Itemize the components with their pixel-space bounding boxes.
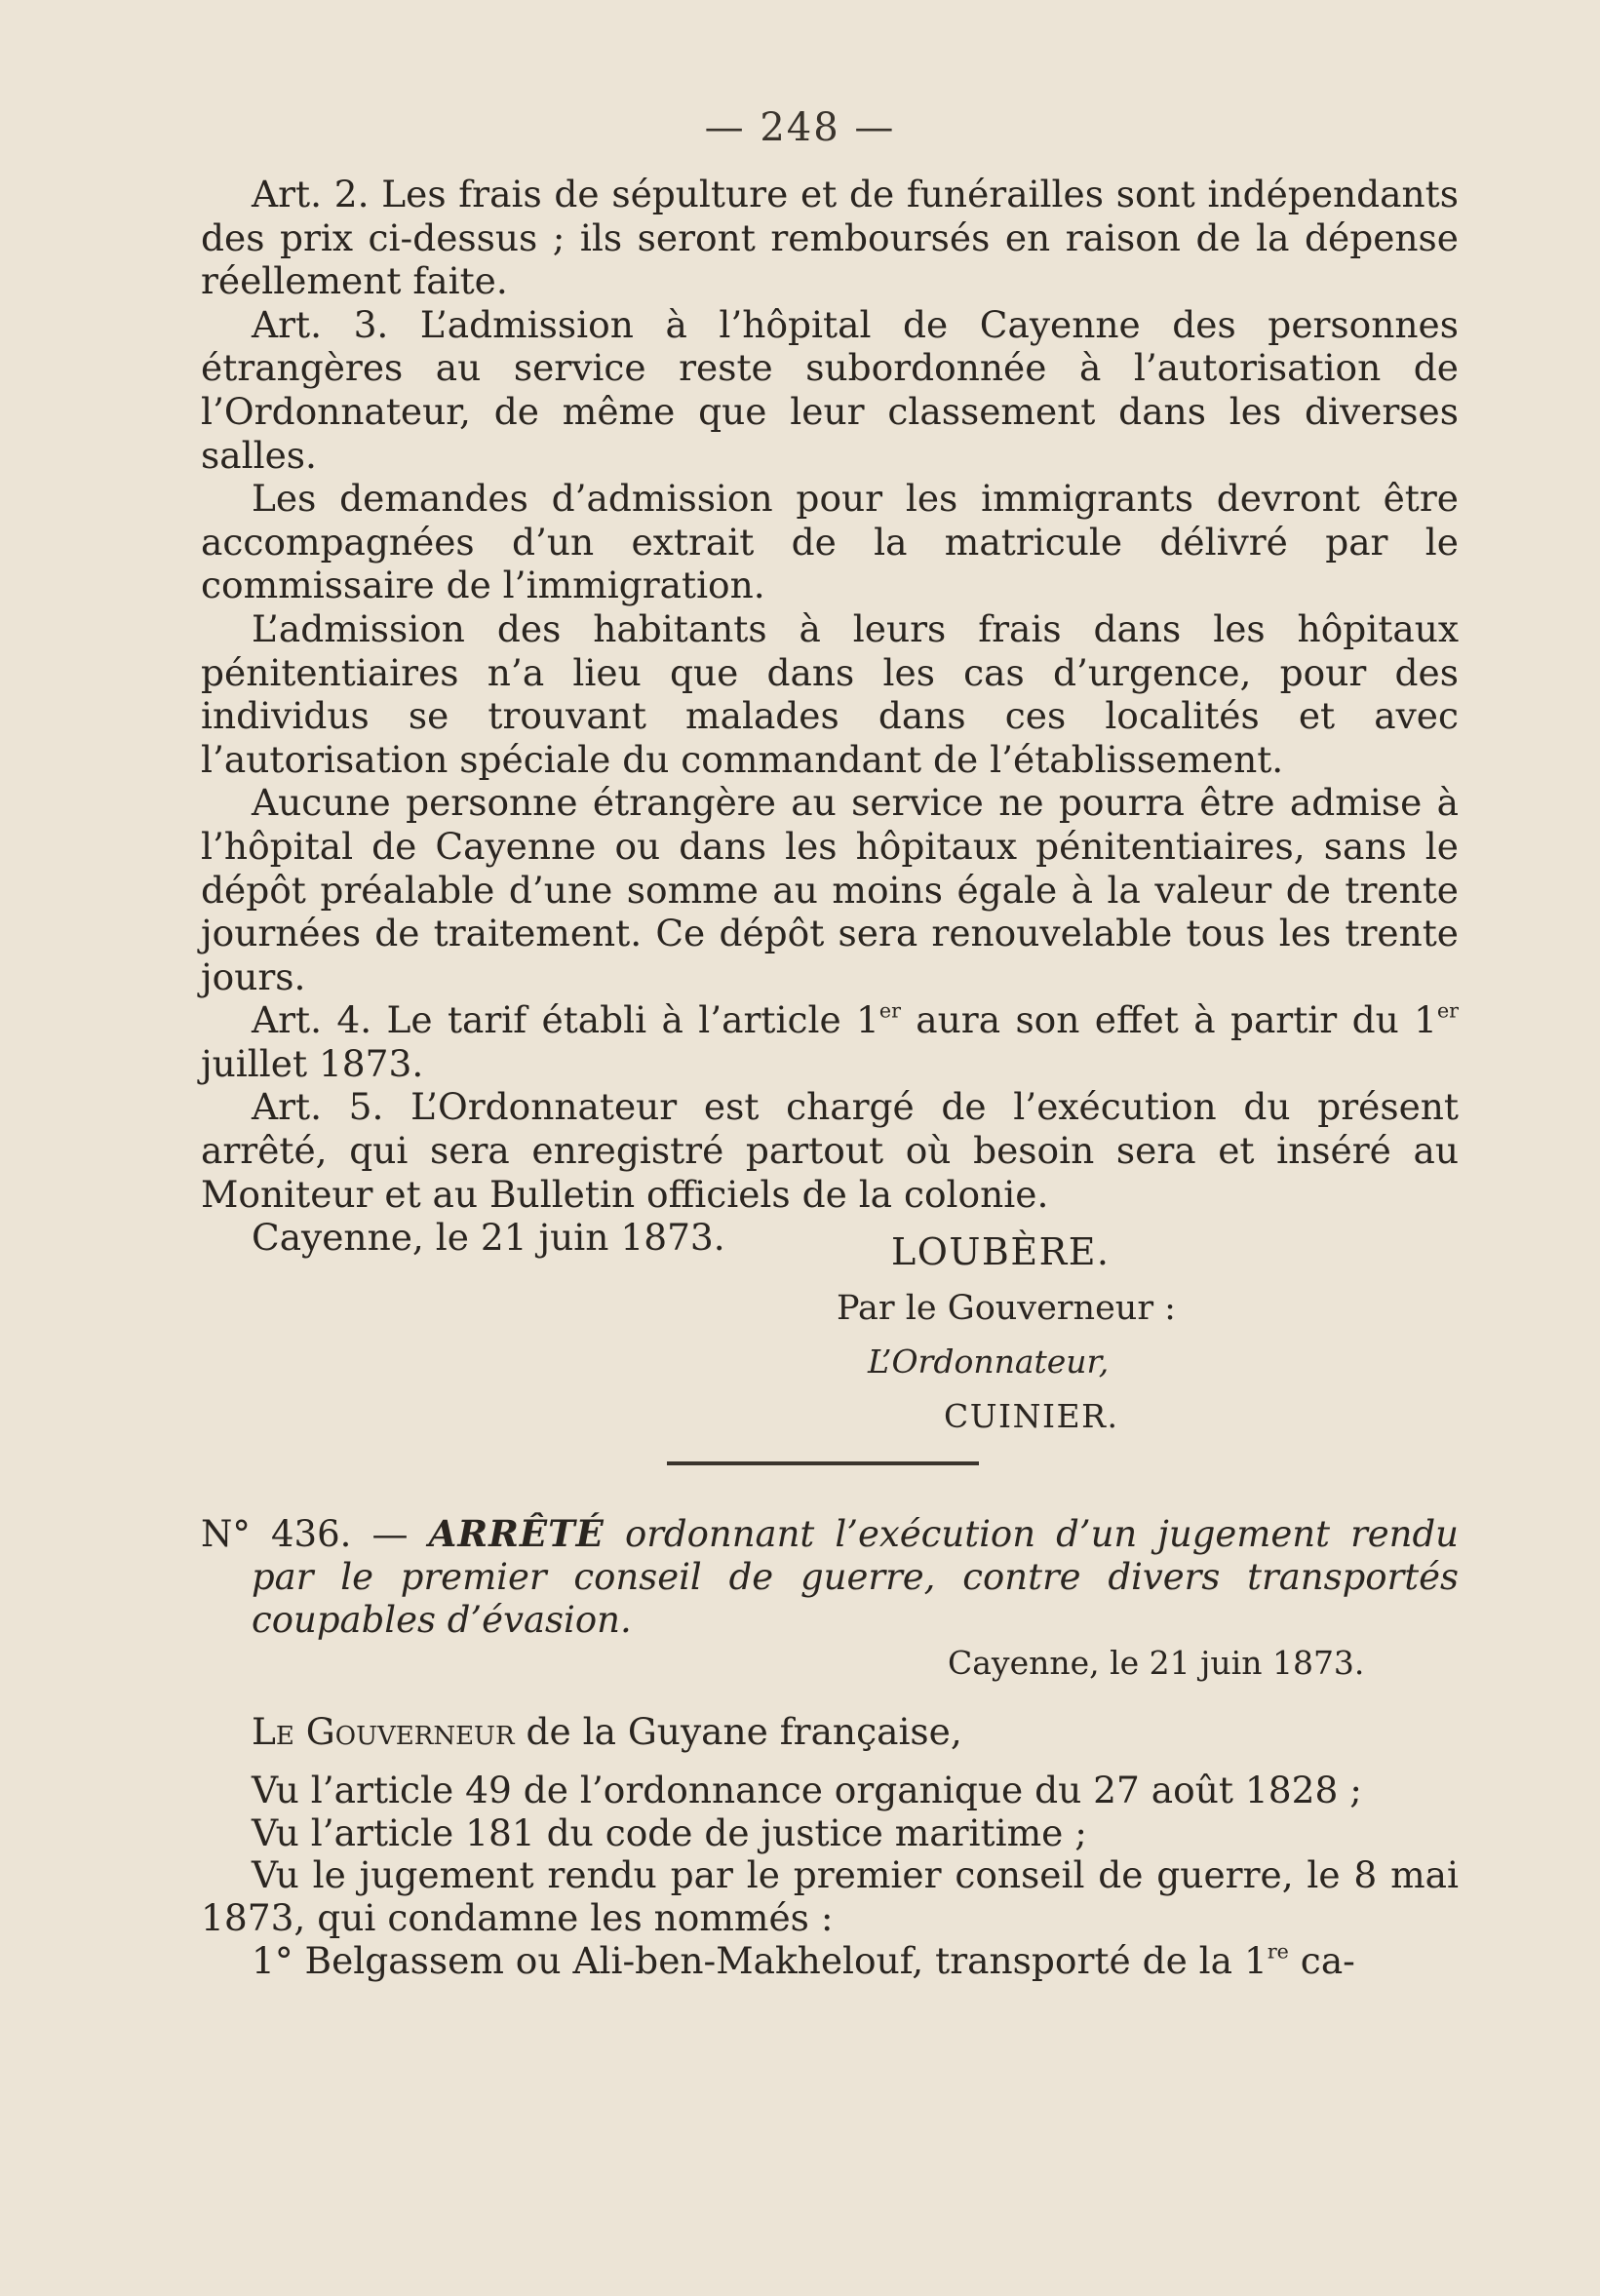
decree-date: Cayenne, le 21 juin 1873.: [948, 1644, 1365, 1682]
article-3-paragraph: Art. 3. L’admission à l’hôpital de Cayenne des personnes étrangères au service reste subordonnée à l’autorisation de l’Ordonnateur, de même que leur classement dans les diverses salles.: [201, 302, 1459, 477]
place-date-line: Cayenne, le 21 juin 1873.: [252, 1216, 725, 1260]
article-5-paragraph: Art. 5. L’Ordonnateur est chargé de l’exécution du présent arrêté, qui sera enregistré partout où besoin sera et inséré au Moniteur et au Bulletin officiels de la colonie.: [201, 1085, 1459, 1216]
article-4-superscript-1: er: [878, 998, 901, 1023]
condemned-item-1-superscript: re: [1267, 1939, 1289, 1964]
page-number: — 248 —: [704, 105, 896, 150]
article-4-text-middle: aura son effet à partir du 1: [900, 998, 1437, 1042]
decree-heading: [201, 1512, 1459, 1642]
signature-role: L’Ordonnateur,: [868, 1343, 1110, 1381]
signature-par-le-gouverneur: Par le Gouverneur :: [837, 1289, 1176, 1328]
governor-line: [201, 1711, 1459, 1754]
signature-signer: CUINIER.: [944, 1397, 1119, 1435]
vu-paragraph-1: Vu l’article 49 de l’ordonnance organique du 27 août 1828 ;: [252, 1768, 1362, 1811]
inhabitants-admission-paragraph: L’admission des habitants à leurs frais dans les hôpitaux pénitentiaires n’a lieu que dans les cas d’urgence, pour des individus se trouvant malades dans ces localités et avec l’autorisation spéciale du commandant de l’établissement.: [201, 606, 1459, 781]
vu-paragraph-2: Vu l’article 181 du code de justice maritime ;: [252, 1810, 1087, 1854]
decree-body: [201, 1711, 1459, 1983]
article-4-paragraph: [201, 998, 1459, 1085]
section-divider: [667, 1461, 979, 1465]
decree-title-keyword: ARRÊTÉ: [428, 1512, 605, 1555]
condemned-item-1: [201, 1940, 1459, 1983]
decree-heading-block: [201, 1512, 1459, 1642]
article-4-text-start: Art. 4. Le tarif établi à l’article 1: [252, 998, 879, 1042]
article-4-superscript-2: er: [1436, 998, 1460, 1023]
admission-requests-paragraph: Les demandes d’admission pour les immigrants devront être accompagnées d’un extrait de la matricule délivré par le commissaire de l’immigration.: [201, 477, 1459, 607]
governor-smallcaps: Le Gouverneur: [252, 1710, 515, 1753]
governor-rest: de la Guyane française,: [514, 1710, 962, 1753]
decree-number: N° 436. —: [201, 1513, 429, 1555]
decree-title-rest: ordonnant l’exécution d’un jugement rendu par le premier conseil de guerre, contre divers transportés coupables d’évasion.: [252, 1513, 1460, 1641]
article-4-text-end: juillet 1873.: [201, 1041, 424, 1085]
article-text-block: [201, 173, 1459, 1260]
condemned-item-1-end: ca-: [1288, 1938, 1355, 1982]
article-2-paragraph: Art. 2. Les frais de sépulture et de funérailles sont indépendants des prix ci-dessus ; ils seront remboursés en raison de la dépense réellement faite.: [201, 173, 1459, 303]
vu-paragraph-3: Vu le jugement rendu par le premier conseil de guerre, le 8 mai 1873, qui condamne les nommés :: [201, 1853, 1459, 1940]
deposit-paragraph: Aucune personne étrangère au service ne pourra être admise à l’hôpital de Cayenne ou dans les hôpitaux pénitentiaires, sans le dépôt préalable d’une somme au moins égale à la valeur de trente journées de traitement. Ce dépôt sera renouvelable tous les trente jours.: [201, 781, 1459, 998]
condemned-item-1-start: 1° Belgassem ou Ali-ben-Makhelouf, transporté de la 1: [252, 1938, 1268, 1982]
signature-name: LOUBÈRE.: [891, 1230, 1111, 1273]
